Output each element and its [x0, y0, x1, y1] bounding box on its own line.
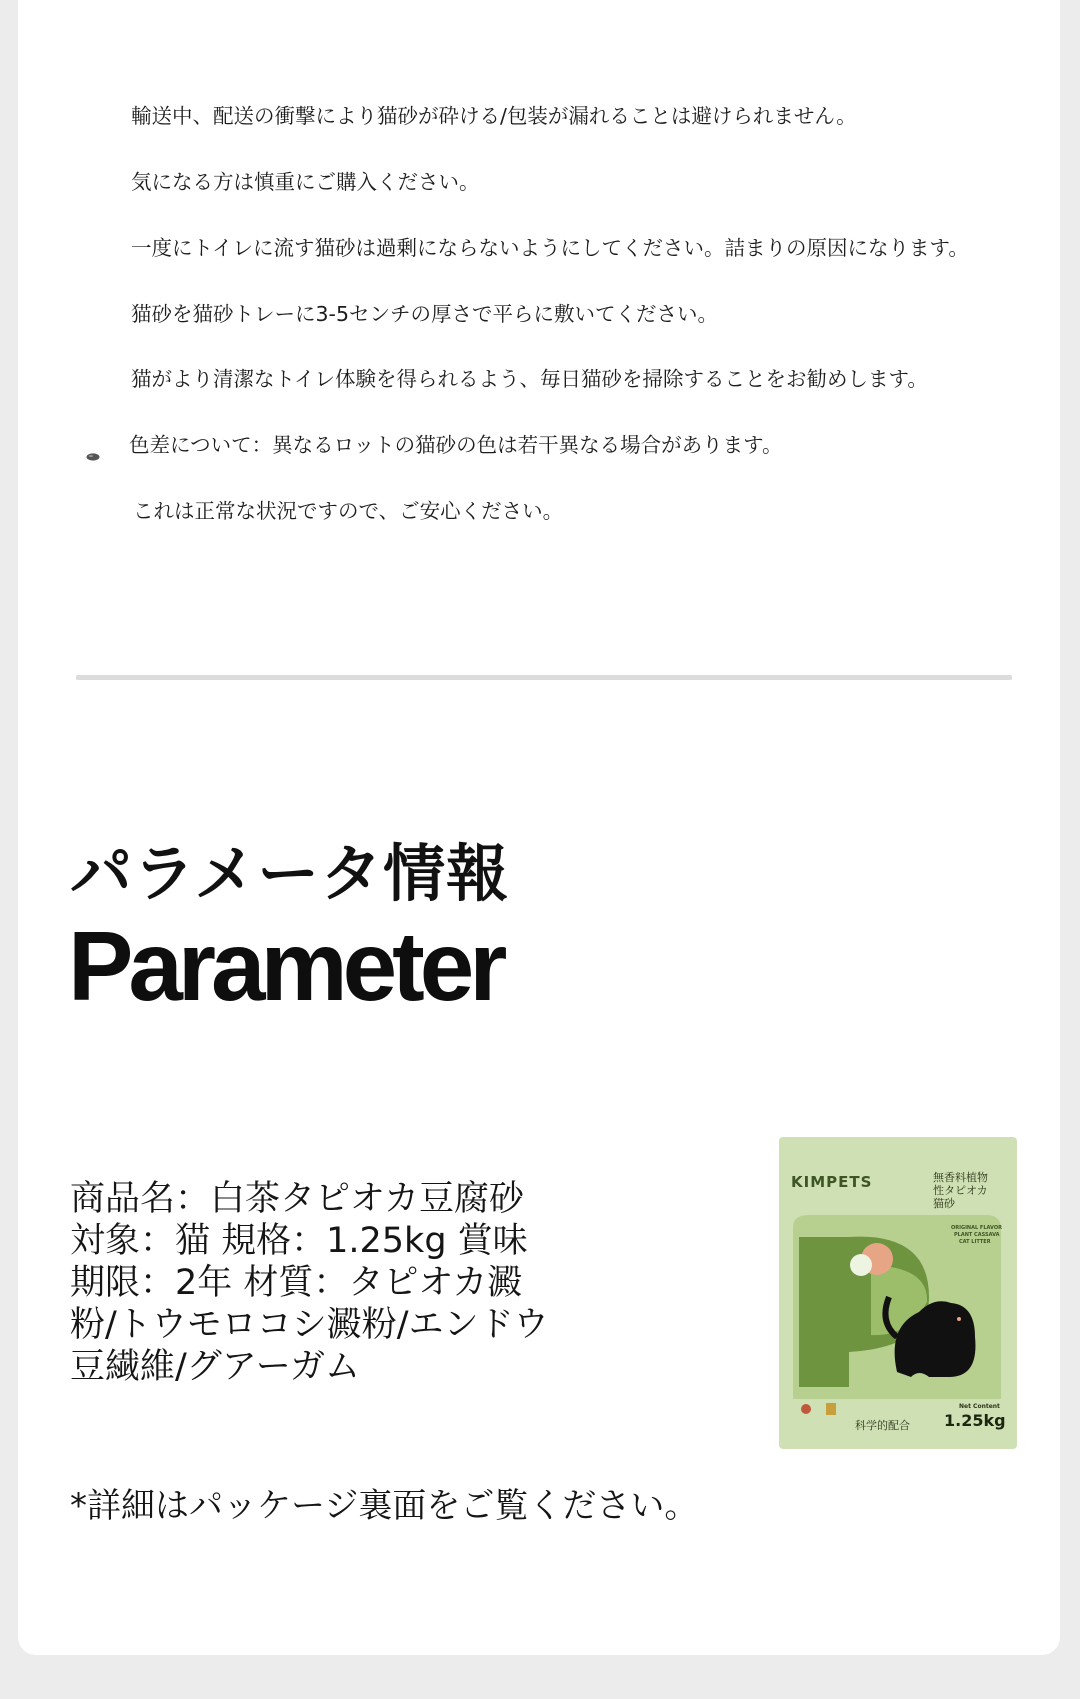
product-name-en-1: ORIGINAL FLAVOR	[951, 1225, 1002, 1231]
notice-item: 一度にトイレに流す猫砂は過剰にならないようにしてください。詰まりの原因になります。	[131, 236, 969, 260]
notice-item: 色差について：異なるロットの猫砂の色は若干異なる場合があります。	[129, 433, 783, 457]
section-title-en: Parameter	[68, 911, 503, 1021]
product-weight: 1.25kg	[944, 1411, 1006, 1430]
notice-item: 猫砂を猫砂トレーに3-5センチの厚さで平らに敷いてください。	[131, 302, 718, 326]
notice-item: 気になる方は慎重にご購入ください。	[131, 170, 480, 194]
product-slogan: 科学的配合	[855, 1419, 910, 1432]
notice-item: 猫がより清潔なトイレ体験を得られるよう、毎日猫砂を掃除することをお勧めします。	[131, 367, 928, 391]
litter-pebble-icon	[86, 452, 100, 461]
product-name-en-2: PLANT CASSAVA	[954, 1232, 1000, 1238]
section-divider	[76, 675, 1012, 680]
notice-item: これは正常な状況ですので、ご安心ください。	[133, 499, 564, 523]
product-spec-text: 商品名：白茶タピオカ豆腐砂 対象：猫 規格：1.25kg 賞味期限：2年 材質：タピオカ澱粉/トウモロコシ澱粉/エンドウ豆繊維/グアーガム	[70, 1179, 549, 1387]
product-brand: KIMPETS	[791, 1173, 873, 1191]
section-title-jp: パラメータ情報	[70, 837, 510, 910]
product-name-en-3: CAT LITTER	[959, 1239, 991, 1245]
package-footnote: *詳細はパッケージ裏面をご覧ください。	[70, 1486, 699, 1526]
product-net-label: Net Content	[959, 1403, 1000, 1410]
product-detail-card	[18, 0, 1060, 1655]
notice-item: 輸送中、配送の衝撃により猫砂が砕ける/包装が漏れることは避けられません。	[131, 104, 857, 128]
product-package-image	[779, 1137, 1017, 1449]
product-name-jp: 無香料植物性タピオカ猫砂	[933, 1171, 988, 1210]
